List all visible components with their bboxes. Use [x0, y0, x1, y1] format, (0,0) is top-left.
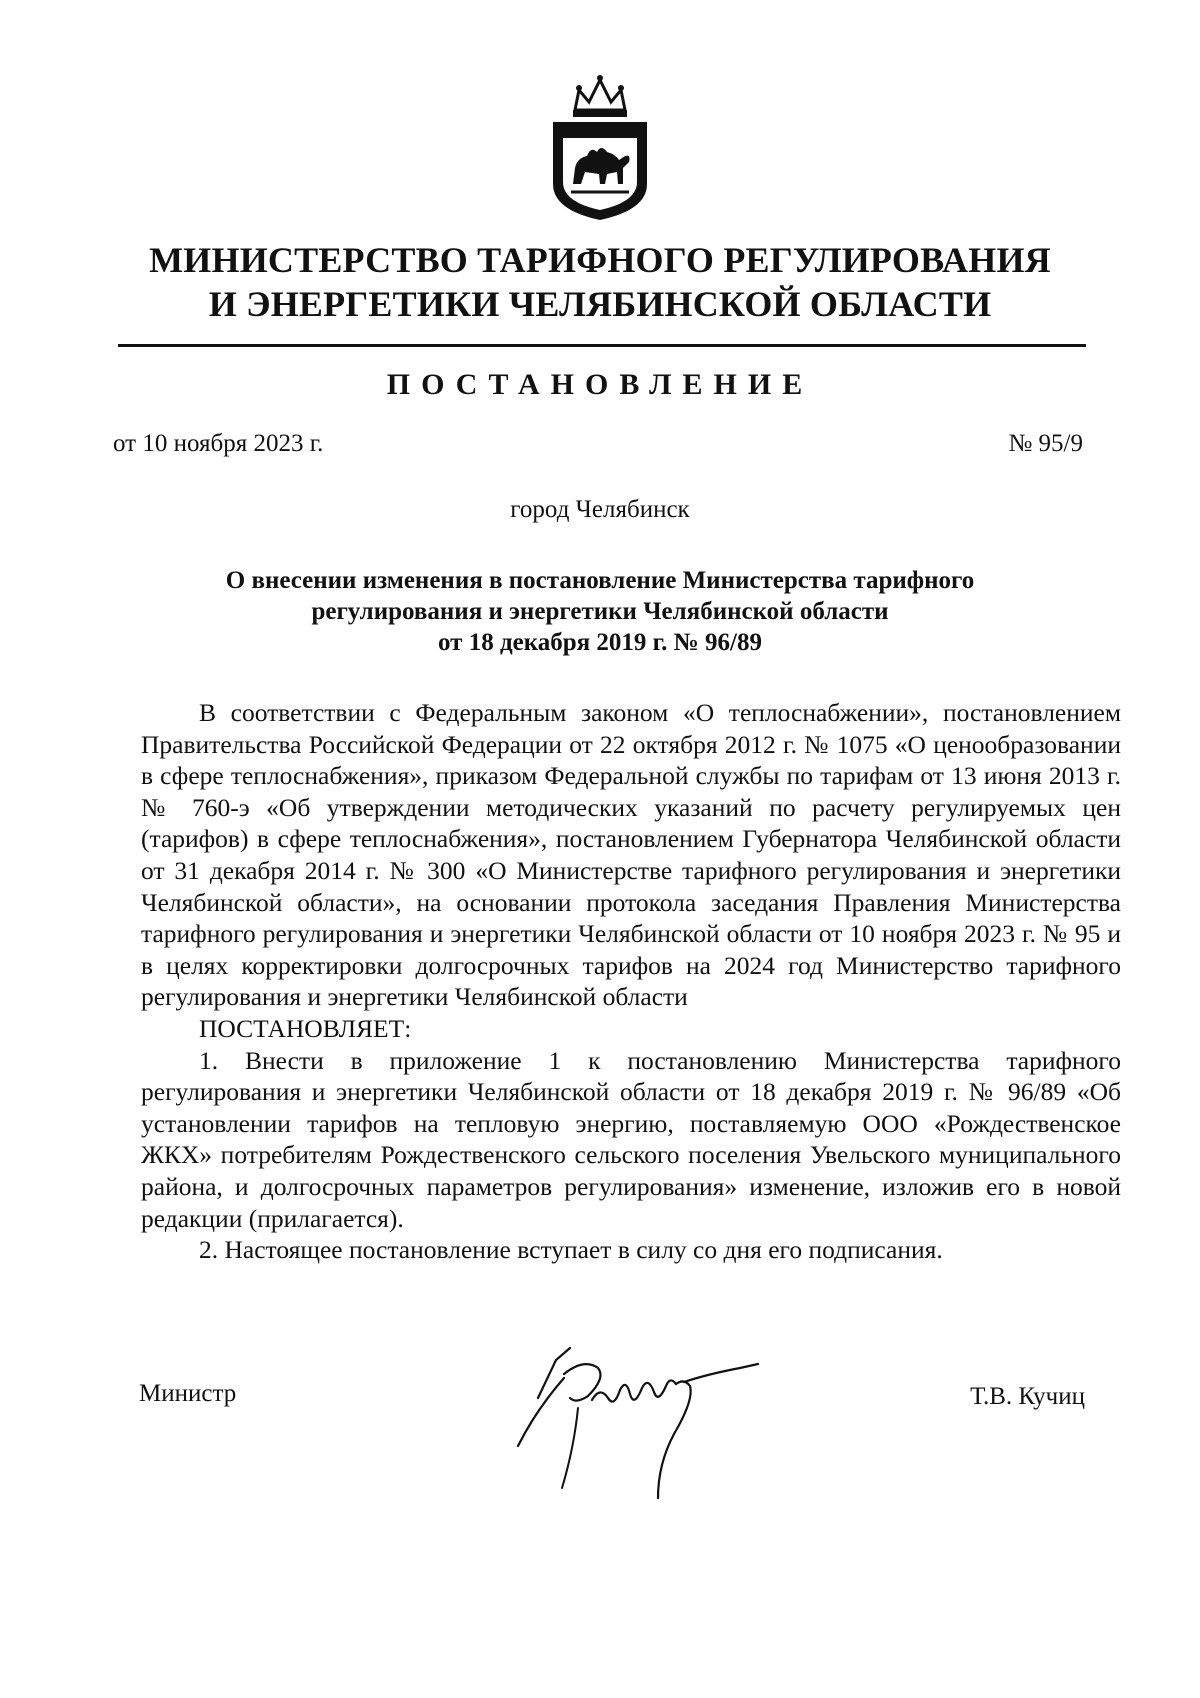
document-number: № 95/9: [1008, 430, 1083, 457]
signatory-role: Министр: [139, 1380, 237, 1407]
document-body: [141, 697, 1121, 1266]
subject-line3: от 18 декабря 2019 г. № 96/89: [438, 629, 762, 656]
body-preamble: В соответствии с Федеральным законом «О теплоснабжении», постановлением Правительства Российской Федерации от 22 октября 2012 г. № 1075 «О ценообразовании в сфере теплоснабжения», приказом Федеральной службы по тарифам от 13 июня 2013 г. № 760-э «Об утверждении методических указаний по расчету регулируемых цен (тарифов) в сфере теплоснабжения», постановлением Губернатора Челябинской области от 31 декабря 2014 г. № 300 «О Министерстве тарифного регулирования и энергетики Челябинской области», на основании протокола заседания Правления Министерства тарифного регулирования и энергетики Челябинской области от 10 ноября 2023 г. № 95 и в целях корректировки долгосрочных тарифов на 2024 год Министерство тарифного регулирования и энергетики Челябинской области: [141, 698, 1121, 1012]
subject-line1: О внесении изменения в постановление Министерства тарифного: [225, 567, 975, 594]
subject-line2: регулирования и энергетики Челябинской области: [311, 598, 889, 625]
body-item-1: 1. Внести в приложение 1 к постановлению Министерства тарифного регулирования и энергетики Челябинской области от 18 декабря 2019 г. № 96/89 «Об установлении тарифов на тепловую энергию, поставляемую ООО «Рождественское ЖКХ» потребителям Рождественского сельского поселения Увельского муниципального района, и долгосрочных параметров регулирования» изменение, изложив его в новой редакции (прилагается).: [141, 1045, 1121, 1233]
handwritten-signature-icon: [508, 1338, 768, 1508]
document-type: ПОСТАНОВЛЕНИЕ: [386, 368, 814, 401]
ministry-name-line1: МИНИСТЕРСТВО ТАРИФНОГО РЕГУЛИРОВАНИЯ: [149, 240, 1051, 280]
chelyabinsk-coat-of-arms-icon: [545, 72, 655, 222]
signatory-name: Т.В. Кучиц: [970, 1383, 1085, 1410]
document-date: от 10 ноября 2023 г.: [113, 430, 324, 457]
document-city: город Челябинск: [510, 496, 690, 523]
ministry-name-line2: И ЭНЕРГЕТИКИ ЧЕЛЯБИНСКОЙ ОБЛАСТИ: [208, 284, 992, 324]
document-subject: [160, 565, 1040, 658]
body-decree: ПОСТАНОВЛЯЕТ:: [199, 1013, 412, 1043]
body-item-2: 2. Настоящее постановление вступает в силу со дня его подписания.: [199, 1235, 943, 1265]
ministry-name: [100, 238, 1100, 326]
header-divider: [118, 344, 1086, 347]
